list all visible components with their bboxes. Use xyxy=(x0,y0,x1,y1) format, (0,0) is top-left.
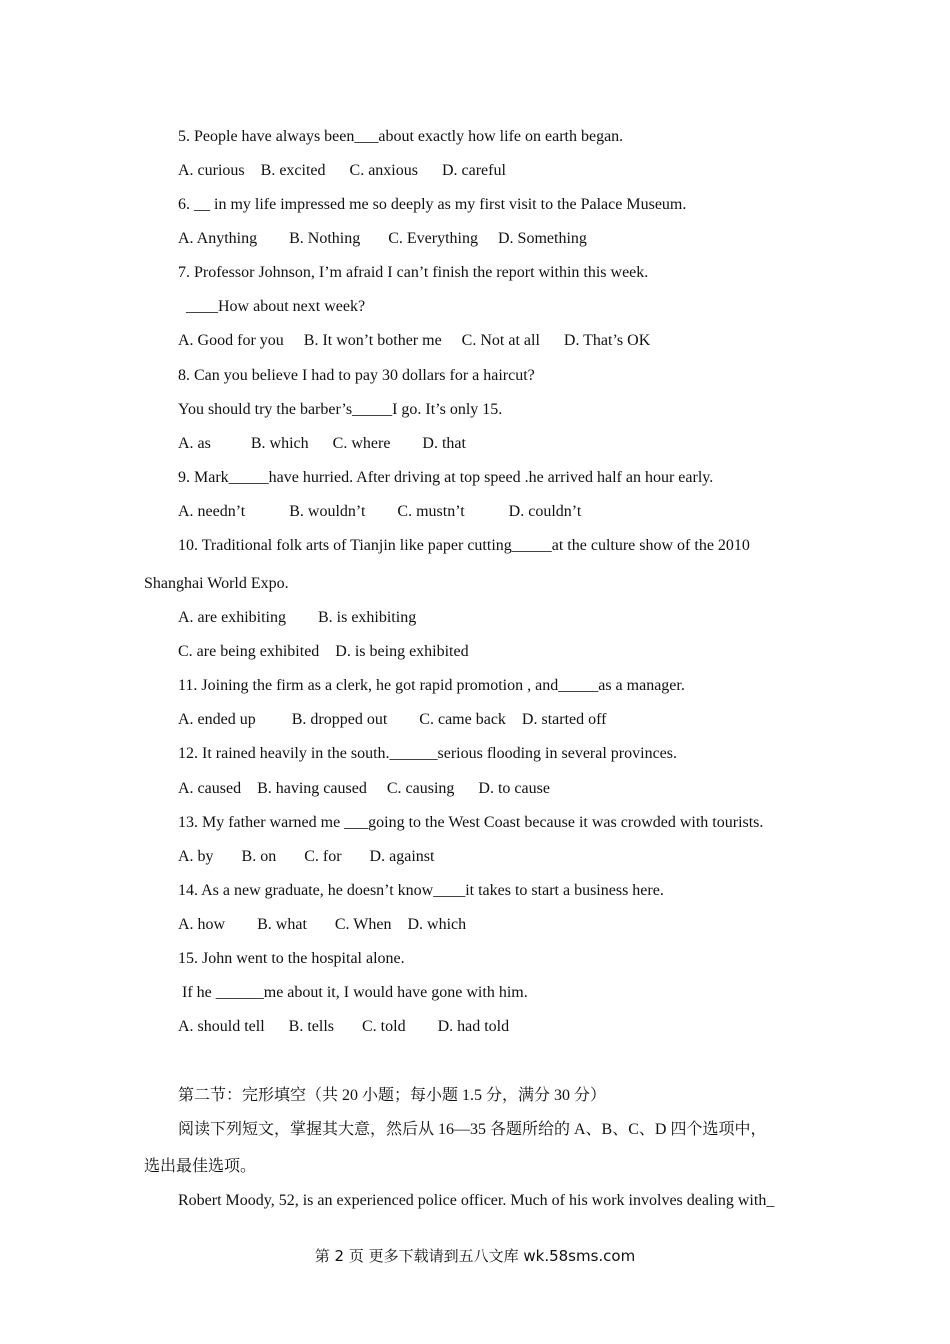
question-14-options: A. how B. what C. When D. which xyxy=(178,916,467,933)
question-9: 9. Mark_____have hurried. After driving at top speed .he arrived half an hour early. xyxy=(178,469,714,486)
question-10-options-cd: C. are being exhibited D. is being exhibited xyxy=(178,643,469,660)
question-6: 6. __ in my life impressed me so deeply as my first visit to the Palace Museum. xyxy=(178,196,687,213)
question-15-options: A. should tell B. tells C. told D. had told xyxy=(178,1018,510,1035)
question-7-options: A. Good for you B. It won’t bother me C. Not at all D. That’s OK xyxy=(178,332,651,349)
question-10-options-ab: A. are exhibiting B. is exhibiting xyxy=(178,609,417,626)
question-5: 5. People have always been___about exactly how life on earth began. xyxy=(178,128,624,145)
question-8-options: A. as B. which C. where D. that xyxy=(178,435,466,452)
question-8-reply: You should try the barber’s_____I go. It’s only 15. xyxy=(178,401,503,418)
passage-first-line: Robert Moody, 52, is an experienced police officer. Much of his work involves dealing with_ xyxy=(178,1192,775,1209)
question-7-reply: ____How about next week? xyxy=(178,298,366,315)
question-6-options: A. Anything B. Nothing C. Everything D. Something xyxy=(178,230,587,247)
question-13-options: A. by B. on C. for D. against xyxy=(178,848,435,865)
question-10: 10. Traditional folk arts of Tianjin like paper cutting_____at the culture show of the 2010 xyxy=(178,537,750,554)
question-12: 12. It rained heavily in the south.______serious flooding in several provinces. xyxy=(178,745,678,762)
question-15: 15. John went to the hospital alone. xyxy=(178,950,405,967)
section-two-instructions-continued: 选出最佳选项。 xyxy=(144,1158,257,1175)
question-11-options: A. ended up B. dropped out C. came back D. started off xyxy=(178,711,607,728)
question-10-continued: Shanghai World Expo. xyxy=(144,575,289,592)
question-8: 8. Can you believe I had to pay 30 dollars for a haircut? xyxy=(178,367,535,384)
question-13: 13. My father warned me ___going to the West Coast because it was crowded with tourists. xyxy=(178,814,764,831)
section-two-heading: 第二节：完形填空（共 20 小题；每小题 1.5 分，满分 30 分） xyxy=(178,1087,607,1104)
page-footer: 第 2 页 更多下载请到五八文库 wk.58sms.com xyxy=(314,1247,636,1265)
section-two-instructions: 阅读下列短文，掌握其大意，然后从 16—35 各题所给的 A、B、C、D 四个选项中， xyxy=(178,1121,767,1138)
question-5-options: A. curious B. excited C. anxious D. careful xyxy=(178,162,506,179)
question-7: 7. Professor Johnson, I’m afraid I can’t finish the report within this week. xyxy=(178,264,649,281)
question-15-reply: If he ______me about it, I would have gone with him. xyxy=(178,984,528,1001)
question-11: 11. Joining the firm as a clerk, he got rapid promotion , and_____as a manager. xyxy=(178,677,685,694)
question-12-options: A. caused B. having caused C. causing D. to cause xyxy=(178,780,550,797)
question-14: 14. As a new graduate, he doesn’t know____it takes to start a business here. xyxy=(178,882,664,899)
question-9-options: A. needn’t B. wouldn’t C. mustn’t D. couldn’t xyxy=(178,503,582,520)
